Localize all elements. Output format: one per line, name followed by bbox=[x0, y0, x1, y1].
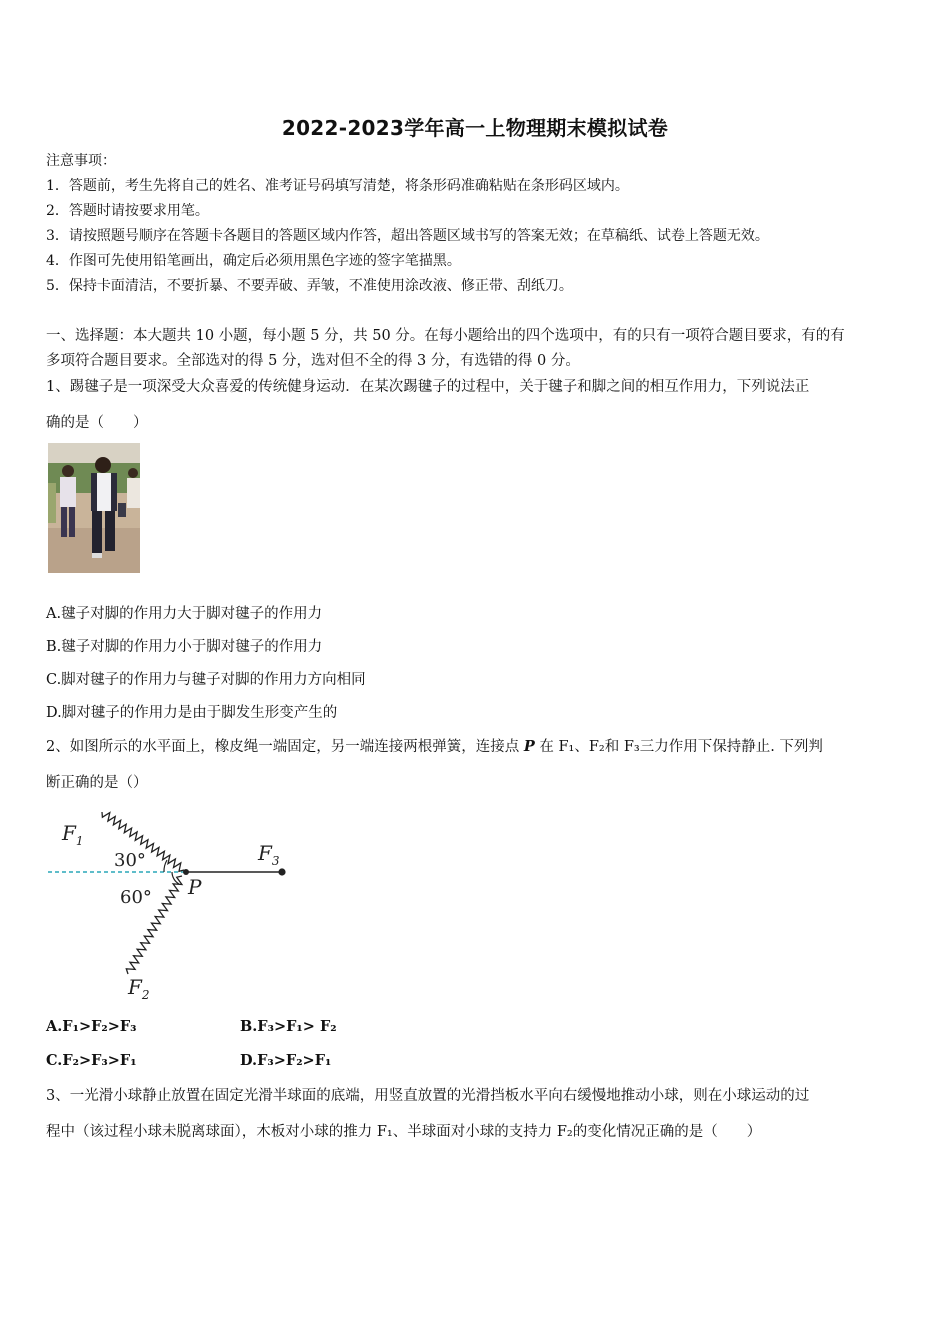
question-3-stem-line-2: 程中（该过程小球未脱离球面），木板对小球的推力 F₁、半球面对小球的支持力 F₂的变化情况正确的是（ ） bbox=[46, 1124, 762, 1140]
angle-label-30: 30° bbox=[114, 850, 146, 871]
force-diagram bbox=[46, 808, 306, 1004]
question-2-option-a: A.F₁>F₂>F₃ bbox=[46, 1018, 137, 1035]
notice-item-3: 3．请按照题号顺序在答题卡各题目的答题区域内作答，超出答题区域书写的答案无效；在草稿纸、试卷上答题无效。 bbox=[46, 228, 769, 244]
page-title: 2022-2023学年高一上物理期末模拟试卷 bbox=[281, 116, 669, 140]
question-1-option-d: D.脚对毽子的作用力是由于脚发生形变产生的 bbox=[46, 705, 338, 721]
f3-end-dot bbox=[278, 868, 285, 875]
question-1-stem-line-2: 确的是（ ） bbox=[46, 415, 148, 431]
question-2-stem-part-a: 2、如图所示的水平面上，橡皮绳一端固定，另一端连接两根弹簧，连接点 bbox=[46, 739, 524, 755]
shuttlecock-kicking-photo bbox=[48, 443, 140, 573]
label-f1: $F_1$ bbox=[62, 821, 84, 848]
label-f3: $F_3$ bbox=[258, 841, 280, 868]
question-1-option-b: B.毽子对脚的作用力小于脚对毽子的作用力 bbox=[46, 639, 323, 655]
label-p: P bbox=[188, 875, 202, 899]
angle-arc-30 bbox=[164, 860, 167, 872]
notice-item-2: 2．答题时请按要求用笔。 bbox=[46, 203, 209, 219]
question-2-stem-line-2: 断正确的是（） bbox=[46, 775, 148, 791]
question-2-option-b: B.F₃>F₁> F₂ bbox=[240, 1018, 337, 1035]
question-1-option-c: C.脚对毽子的作用力与毽子对脚的作用力方向相同 bbox=[46, 672, 366, 688]
label-f2: $F_2$ bbox=[128, 975, 150, 1002]
question-2-option-c: C.F₂>F₃>F₁ bbox=[46, 1052, 137, 1069]
angle-label-60: 60° bbox=[120, 887, 152, 908]
question-2-stem-point: P bbox=[523, 738, 535, 755]
notice-heading: 注意事项： bbox=[46, 153, 116, 169]
question-1-option-a: A.毽子对脚的作用力大于脚对毽子的作用力 bbox=[46, 606, 323, 622]
notice-item-1: 1．答题前，考生先将自己的姓名、准考证号码填写清楚，将条形码准确粘贴在条形码区域内。 bbox=[46, 178, 629, 194]
question-1-photo bbox=[48, 443, 140, 573]
question-2-stem-part-b: 在 F₁、F₂和 F₃三力作用下保持静止. 下列判 bbox=[534, 739, 823, 755]
question-1-stem-line-1: 1、踢毽子是一项深受大众喜爱的传统健身运动．在某次踢毽子的过程中，关于毽子和脚之间的相互作用力，下列说法正 bbox=[46, 379, 810, 395]
notice-item-5: 5．保持卡面清洁，不要折暴、不要弄破、弄皱，不准使用涂改液、修正带、刮纸刀。 bbox=[46, 278, 573, 294]
section-instructions-line-1: 一、选择题：本大题共 10 小题，每小题 5 分，共 50 分。在每小题给出的四个选项中，有的只有一项符合题目要求，有的有 bbox=[46, 328, 845, 344]
question-2-option-d: D.F₃>F₂>F₁ bbox=[240, 1052, 332, 1069]
question-3-stem-line-1: 3、一光滑小球静止放置在固定光滑半球面的底端，用竖直放置的光滑挡板水平向右缓慢地推动小球，则在小球运动的过 bbox=[46, 1088, 810, 1104]
notice-item-4: 4．作图可先使用铅笔画出，确定后必须用黑色字迹的签字笔描黑。 bbox=[46, 253, 461, 269]
section-instructions-line-2: 多项符合题目要求。全部选对的得 5 分，选对但不全的得 3 分，有选错的得 0 分。 bbox=[46, 353, 580, 369]
question-2-stem-line-1 bbox=[46, 737, 823, 757]
